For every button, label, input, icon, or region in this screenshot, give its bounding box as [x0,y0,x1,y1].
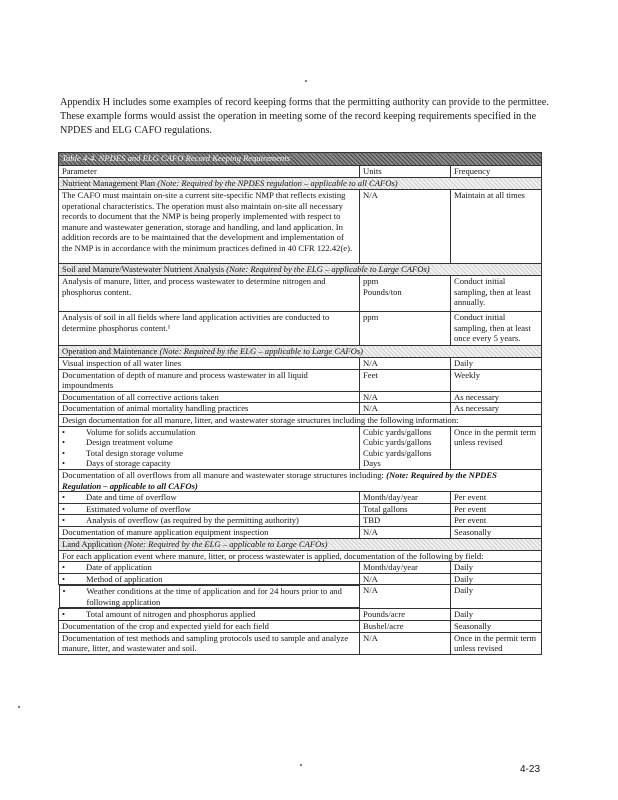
table-row [59,358,542,370]
table-row [59,190,542,264]
table-row [59,503,542,515]
table-row [59,573,542,585]
land-units: N/A [360,573,451,585]
section-om [59,346,542,358]
overflow-item: Analysis of overflow (as required by the permitting authority) [86,515,299,526]
om-frequency: Daily [451,358,542,370]
nmp-frequency: Maintain at all times [451,190,542,264]
land-frequency: Daily [451,585,542,609]
overflow-intro: Documentation of all overflows from all manure and wastewater storage structures including: [62,469,384,480]
crop-param: Documentation of the crop and expected yield for each field [59,621,360,633]
om-units: N/A [360,358,451,370]
crop-units: Bushel/acre [360,621,451,633]
table-row [59,312,542,346]
om-units: N/A [360,391,451,403]
header-parameter: Parameter [59,166,360,178]
scan-speck [305,80,307,82]
land-item: Total amount of nitrogen and phosphorus applied [86,609,256,620]
test-frequency: Once in the permit term unless revised [451,632,542,654]
design-intro: Design documentation for all manure, litter, and wastewater storage structures including the following information: [59,414,542,426]
bullet-icon: • [62,503,66,514]
nmp-units: N/A [360,190,451,264]
bullet-icon: • [62,437,66,448]
intro-paragraph: Appendix H includes some examples of record keeping forms that the permitting authority can provide to the permittee. These example forms would assist the operation in meeting some of the record keeping requirements specified in the NPDES and ELG CAFO regulations. [60,97,549,136]
section-land [59,538,542,550]
overflow-units: Month/day/year [360,492,451,504]
test-param: Documentation of test methods and sampling protocols used to sample and analyze manure, litter, and wastewater and soil. [59,632,360,654]
page-number: 4-23 [520,764,541,775]
om-param: Documentation of all corrective actions taken [59,391,360,403]
table-row [59,621,542,633]
land-units: Month/day/year [360,562,451,574]
overflow-frequency: Per event [451,503,542,515]
section-note: (Note: Required by the ELG – applicable to Large CAFOs) [159,346,364,356]
table-row [59,469,542,491]
design-units: Cubic yards/gallons [363,437,432,448]
section-note: (Note: Required by the NPDES regulation – applicable to all CAFOs) [157,178,398,188]
section-heading: Operation and Maintenance [62,346,158,356]
equipment-param: Documentation of manure application equipment inspection [59,526,360,538]
overflow-units: Total gallons [360,503,451,515]
bullet-icon: • [62,447,66,458]
section-note: (Note: Required by the ELG – applicable to Large CAFOs) [226,264,430,274]
bullet-icon: • [62,515,66,526]
land-frequency: Daily [451,609,542,621]
section-heading: Land Application [62,538,122,549]
list-item: • Total design storage volume [62,447,184,458]
section-heading: Soil and Manure/Wastewater Nutrient Analysis [62,264,225,274]
header-frequency: Frequency [451,166,542,178]
table-row [59,526,542,538]
section-note: (Note: Required by the ELG – applicable to Large CAFOs) [124,538,328,549]
test-units: N/A [360,632,451,654]
equipment-units: N/A [360,526,451,538]
overflow-item: Date and time of overflow [86,492,177,503]
om-frequency: As necessary [451,403,542,415]
table-row [59,515,542,527]
list-item: • Days of storage capacity [62,458,171,469]
land-frequency: Daily [451,573,542,585]
soil-param: Analysis of manure, litter, and process wastewater to determine nitrogen and phosphorus content. [59,276,360,312]
land-units: Pounds/acre [360,609,451,621]
crop-frequency: Seasonally [451,621,542,633]
nmp-text: The CAFO must maintain on-site a current site-specific NMP that reflects existing operational characteristics. The operation must also maintain on-site all necessary records to document that the NMP is being properly implemented with respect to manure and wastewater generation, storage and handling, and land application. In addition records are to be maintained that the development and implementation of the NMP is in accordance with the minimum practices defined in 40 CFR 122.42(e). [59,190,360,264]
table-row [59,562,542,574]
land-item: Weather conditions at the time of application and for 24 hours prior to and following application [86,586,342,607]
design-units: Cubic yards/gallons [363,447,432,458]
table-row [59,492,542,504]
list-item: • Volume for solids accumulation [62,426,196,437]
om-param: Documentation of depth of manure and process wastewater in all liquid impoundments [59,369,360,391]
section-soil [59,264,542,276]
om-frequency: Weekly [451,369,542,391]
table-row [59,609,542,621]
bullet-icon: • [62,609,66,620]
bullet-icon: • [62,586,66,597]
soil-frequency: Conduct initial sampling, then at least once every 5 years. [451,312,542,346]
section-heading: Nutrient Management Plan [62,178,156,188]
land-frequency: Daily [451,562,542,574]
table-title: Table 4-4. NPDES and ELG CAFO Record Keeping Requirements [59,153,542,166]
om-frequency: As necessary [451,391,542,403]
table-title-row [59,153,542,166]
scan-speck [18,706,20,708]
soil-units: ppm [360,312,451,346]
table-row [59,550,542,562]
soil-units: ppm [363,276,379,286]
header-units: Units [360,166,451,178]
bullet-icon: • [62,426,66,437]
section-nmp [59,178,542,190]
soil-param: Analysis of soil in all fields where land application activities are conducted to determine phosphorus content.¹ [59,312,360,346]
table-row [59,369,542,391]
bullet-icon: • [62,458,66,469]
om-units: N/A [360,403,451,415]
soil-frequency: Conduct initial sampling, then at least annually. [451,276,542,312]
om-param: Visual inspection of all water lines [59,358,360,370]
design-units: Days [363,458,381,469]
overflow-units: TBD [360,515,451,527]
design-list-row [59,426,542,469]
table-row [59,276,542,312]
table-row [59,414,542,426]
bullet-icon: • [62,573,66,584]
table-row [59,632,542,654]
column-header-row [59,166,542,178]
table-row [59,585,542,609]
table-row [59,403,542,415]
design-frequency: Once in the permit term unless revised [451,426,542,469]
overflow-item: Estimated volume of overflow [86,503,191,514]
land-item: Date of application [86,562,152,573]
bullet-icon: • [62,492,66,503]
om-param: Documentation of animal mortality handling practices [59,403,360,415]
list-item: • Design treatment volume [62,437,173,448]
om-units: Feet [360,369,451,391]
equipment-frequency: Seasonally [451,526,542,538]
overflow-note: (Note: Required by the NPDES Regulation – applicable to all CAFOs) [62,469,497,491]
bullet-icon: • [62,562,66,573]
land-units: N/A [360,585,451,609]
land-item: Method of application [86,573,163,584]
scan-speck [300,764,302,766]
overflow-frequency: Per event [451,515,542,527]
soil-units: Pounds/ton [363,286,402,297]
design-units: Cubic yards/gallons [363,426,432,437]
record-keeping-table [58,152,542,655]
overflow-frequency: Per event [451,492,542,504]
table-row [59,391,542,403]
land-intro: For each application event where manure, litter, or process wastewater is applied, documentation of the following by field: [59,550,542,562]
